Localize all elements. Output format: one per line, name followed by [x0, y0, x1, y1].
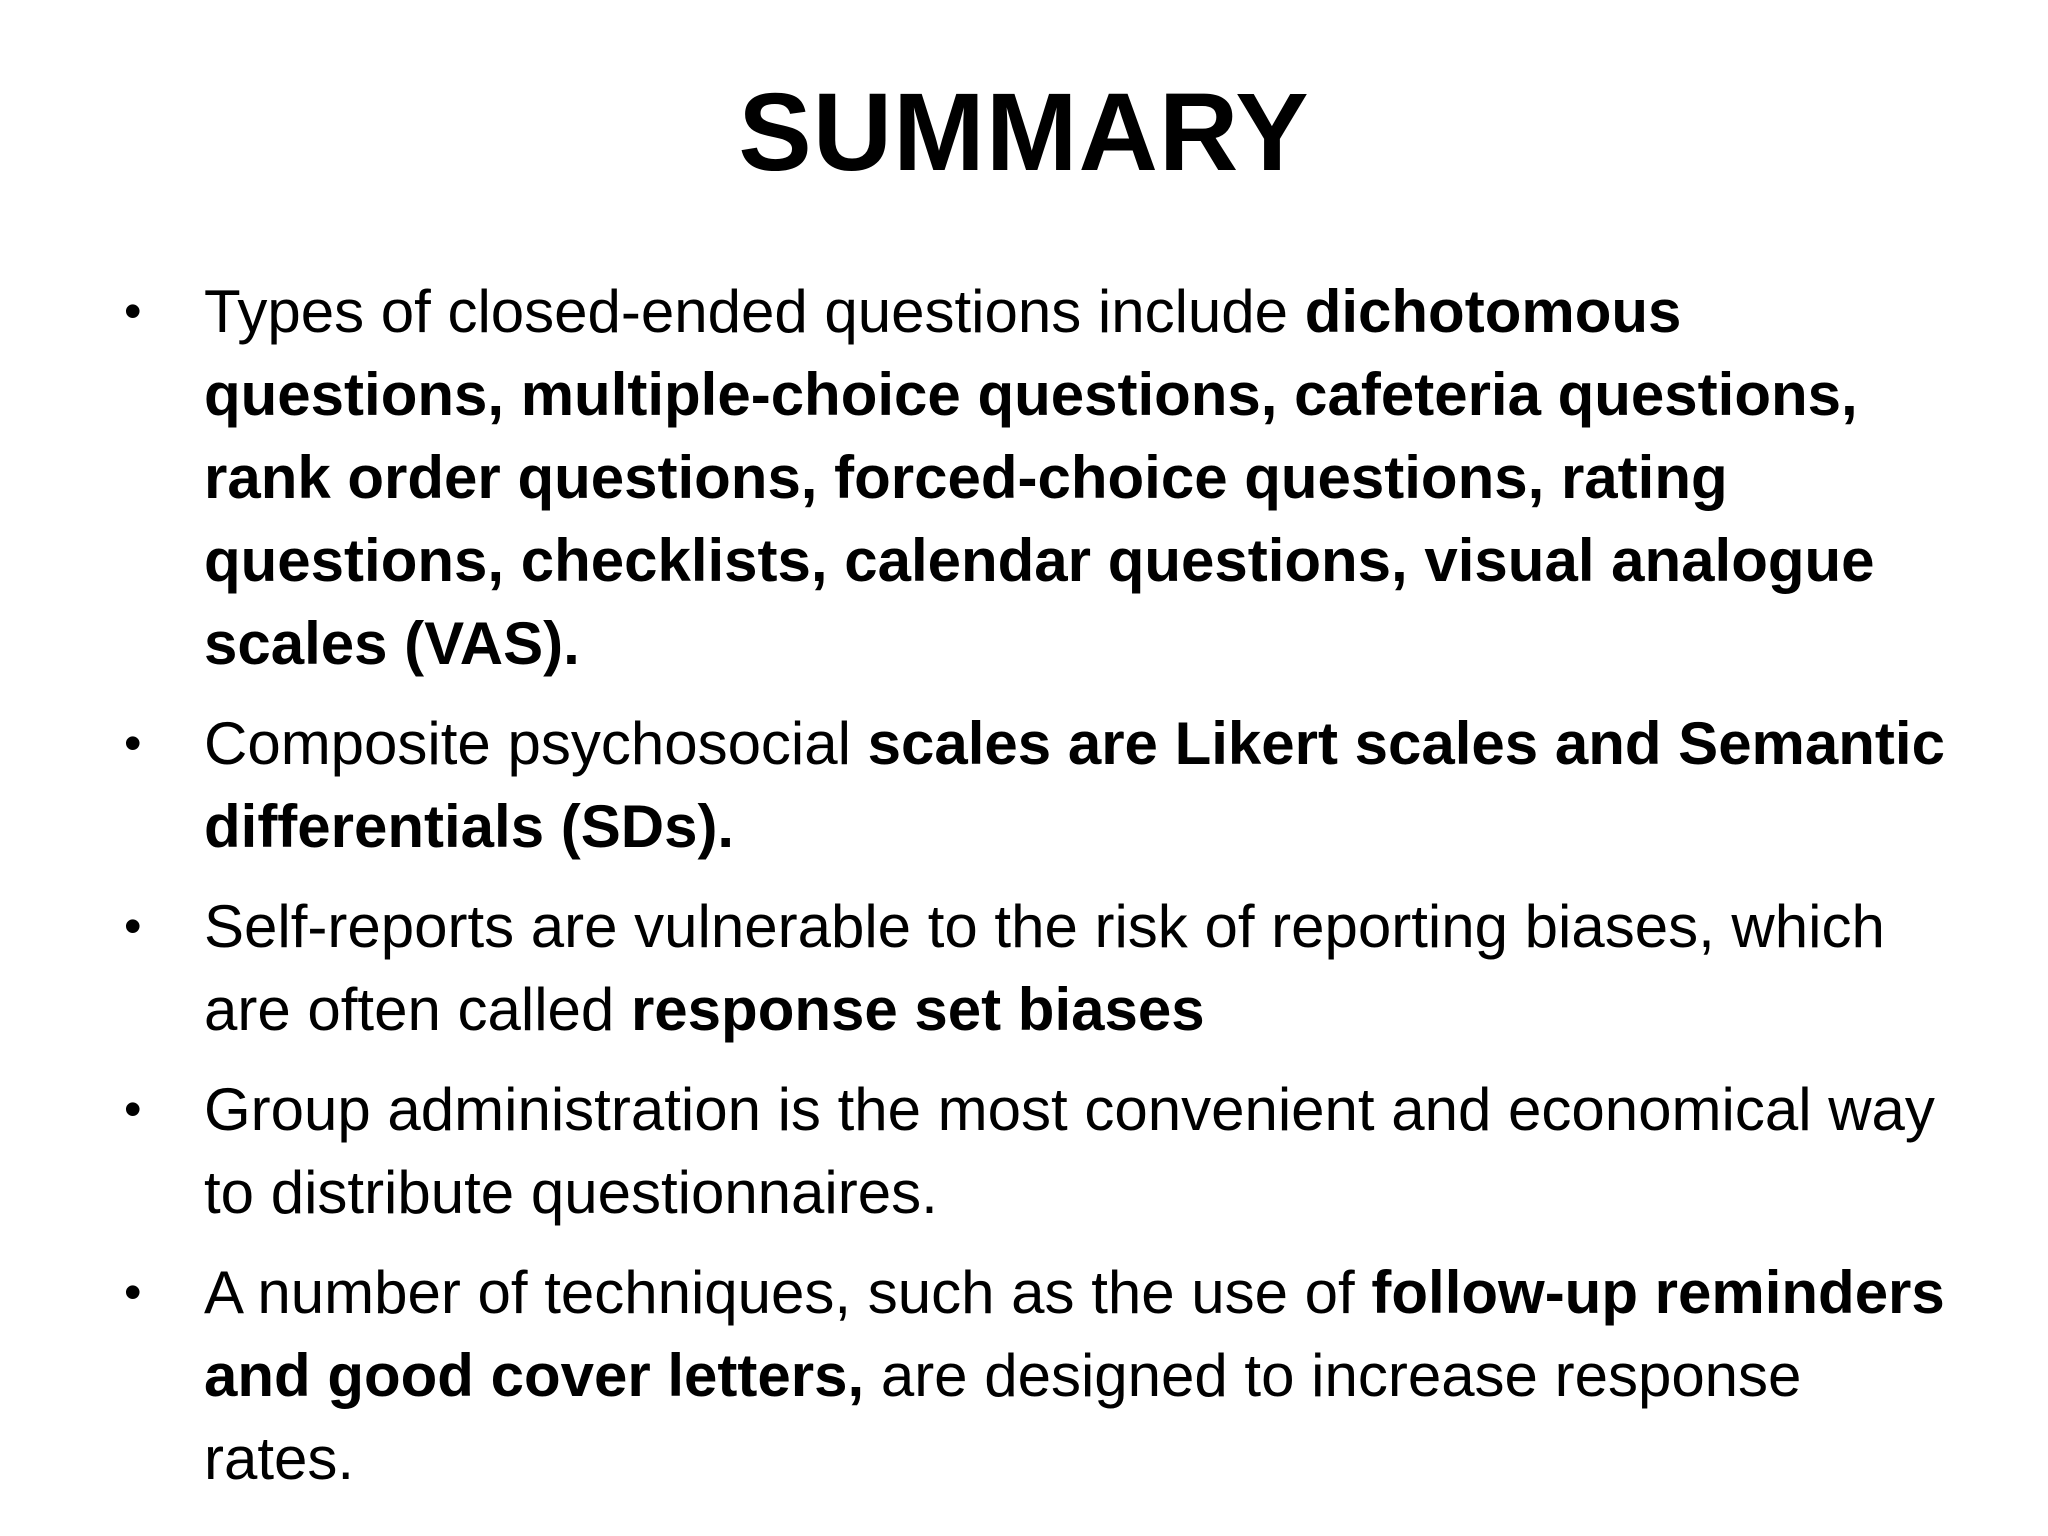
slide-title: SUMMARY — [738, 71, 1310, 194]
bullet-item-group-administration — [112, 1068, 1962, 1234]
bullet-item-closed-ended-types — [112, 270, 1962, 685]
bullet-dot-icon: • — [124, 898, 142, 954]
bullet-list — [112, 270, 1962, 1517]
bullet-text: Group administration is the most convenient and economical way to distribute questionnaires. — [204, 1076, 1935, 1226]
bullet-dot-icon: • — [124, 715, 142, 771]
bullet-dot-icon: • — [124, 1081, 142, 1137]
bullet-dot-icon: • — [124, 283, 142, 339]
bullet-text-bold: dichotomous questions, multiple-choice questions, cafeteria questions, rank order questions, forced-choice questions, rating questions, checklists, calendar questions, visual analogue scales (VAS). — [204, 278, 1875, 677]
bullet-text: Types of closed-ended questions include — [204, 278, 1305, 345]
bullet-item-composite-scales — [112, 702, 1962, 868]
bullet-dot-icon: • — [124, 1264, 142, 1320]
bullet-item-response-rates — [112, 1251, 1962, 1500]
bullet-text: are designed to increase response rates. — [204, 1342, 1802, 1492]
bullet-text: Self-reports are vulnerable to the risk of reporting biases, which are often called — [204, 893, 1885, 1043]
bullet-text-bold: follow-up reminders and good cover letters, — [204, 1259, 1945, 1409]
bullet-text: A number of techniques, such as the use of — [204, 1259, 1372, 1326]
bullet-text-bold: scales are Likert scales and Semantic differentials (SDs). — [204, 710, 1945, 860]
bullet-text-bold: response set biases — [630, 976, 1205, 1043]
bullet-text: Composite psychosocial — [204, 710, 868, 777]
bullet-item-self-reports — [112, 885, 1962, 1051]
